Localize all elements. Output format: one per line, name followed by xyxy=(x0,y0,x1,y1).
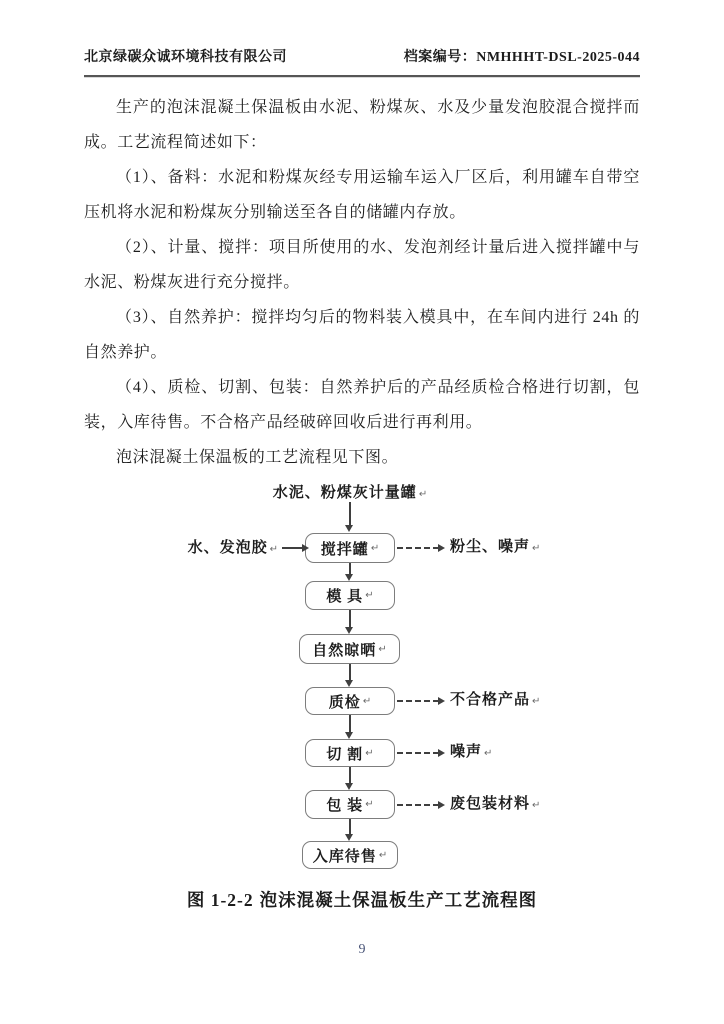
node-natural-drying xyxy=(299,634,400,664)
line-break-mark-icon: ↵ xyxy=(532,696,541,707)
output-label-text: 粉尘、噪声 xyxy=(450,539,531,555)
dashed-arrow-right-icon xyxy=(397,700,439,702)
line-break-mark-icon: ↵ xyxy=(378,643,387,655)
node-storage xyxy=(302,841,398,869)
paragraph-step2: （2）、计量、搅拌：项目所使用的水、发泡剂经计量后进入搅拌罐中与水泥、粉煤灰进行充分搅拌。 xyxy=(84,239,640,291)
node-packing-label: 包 装 xyxy=(326,798,364,814)
flow-arrow-down-icon xyxy=(349,664,351,681)
figure-caption xyxy=(84,887,640,912)
figure-caption-suffix: 生产工艺流程图 xyxy=(407,890,538,910)
node-cutting-label: 切 割 xyxy=(326,746,364,763)
header-archive xyxy=(404,46,640,66)
flow-arrow-down-icon xyxy=(349,819,351,835)
line-break-mark-icon: ↵ xyxy=(532,543,541,554)
flow-arrow-right-icon xyxy=(282,547,304,549)
flowchart-source-label xyxy=(273,481,427,502)
header-archive-label: 档案编号： xyxy=(403,50,477,65)
node-mold-label: 模 具 xyxy=(326,589,364,605)
line-break-mark-icon: ↵ xyxy=(365,747,374,759)
paragraph-step3: （3）、自然养护：搅拌均匀后的物料装入模具中，在车间内进行 24h 的自然养护。 xyxy=(84,309,640,361)
paragraph-step1: （1）、备料：水泥和粉煤灰经专用运输车运入厂区后，利用罐车自带空压机将水泥和粉煤灰分别输送至各自的储罐内存放。 xyxy=(84,169,640,221)
flow-arrow-down-icon xyxy=(349,610,351,628)
dashed-arrow-right-icon xyxy=(397,804,439,806)
line-break-mark-icon: ↵ xyxy=(362,695,372,707)
line-break-mark-icon: ↵ xyxy=(532,800,541,811)
output-dust-noise-label xyxy=(450,537,540,559)
node-mixing-tank-label: 搅拌罐 xyxy=(320,541,369,558)
output-label-text: 废包装材料 xyxy=(450,796,531,812)
line-break-mark-icon: ↵ xyxy=(370,542,380,554)
dashed-arrow-right-icon xyxy=(397,547,439,549)
figure-caption-number: 图 1-2-2 xyxy=(186,890,254,910)
output-rejected-products-label xyxy=(450,690,540,712)
node-cutting xyxy=(305,739,395,767)
input-water-foam-label xyxy=(184,538,278,560)
node-natural-drying-label: 自然晾晒 xyxy=(312,642,377,659)
paragraph-figure-intro: 泡沫混凝土保温板的工艺流程见下图。 xyxy=(116,449,399,466)
output-label-text: 不合格产品 xyxy=(450,692,531,708)
output-waste-packaging-label xyxy=(450,794,540,816)
page-number: 9 xyxy=(358,942,366,957)
header-company: 北京绿碳众诚环境科技有限公司 xyxy=(84,50,287,65)
figure-caption-subject: 泡沫混凝土保温板 xyxy=(259,890,408,910)
flow-arrow-down-icon xyxy=(349,715,351,733)
node-quality-inspection xyxy=(305,687,395,715)
flow-arrow-down-icon xyxy=(349,767,351,784)
input-label-text: 水、发泡胶 xyxy=(187,540,268,556)
process-flowchart xyxy=(84,483,640,875)
source-label-text: 水泥、粉煤灰计量罐 xyxy=(272,485,417,501)
line-break-mark-icon: ↵ xyxy=(378,849,388,861)
node-mixing-tank xyxy=(305,533,395,563)
line-break-mark-icon: ↵ xyxy=(365,799,374,810)
header-archive-number: NMHHHT-DSL-2025-044 xyxy=(476,50,640,65)
output-noise-label xyxy=(450,742,492,764)
flow-arrow-down-icon xyxy=(349,563,351,575)
node-mold xyxy=(305,581,395,610)
line-break-mark-icon: ↵ xyxy=(484,748,493,759)
line-break-mark-icon: ↵ xyxy=(365,590,374,601)
dashed-arrow-right-icon xyxy=(397,752,439,754)
node-packing xyxy=(305,790,395,819)
flow-arrow-down-icon xyxy=(349,502,351,526)
paragraph-step4: （4）、质检、切割、包装：自然养护后的产品经质检合格进行切割，包装，入库待售。不合格产品经破碎回收后进行再利用。 xyxy=(84,379,640,431)
output-label-text: 噪声 xyxy=(450,744,483,760)
node-storage-label: 入库待售 xyxy=(312,848,377,865)
line-break-mark-icon: ↵ xyxy=(269,544,278,555)
paragraph-intro: 生产的泡沫混凝土保温板由水泥、粉煤灰、水及少量发泡胶混合搅拌而成。工艺流程简述如下： xyxy=(84,99,640,151)
line-break-mark-icon: ↵ xyxy=(418,489,428,500)
page-header xyxy=(84,46,640,77)
document-body xyxy=(84,77,640,958)
node-quality-inspection-label: 质检 xyxy=(328,694,361,711)
